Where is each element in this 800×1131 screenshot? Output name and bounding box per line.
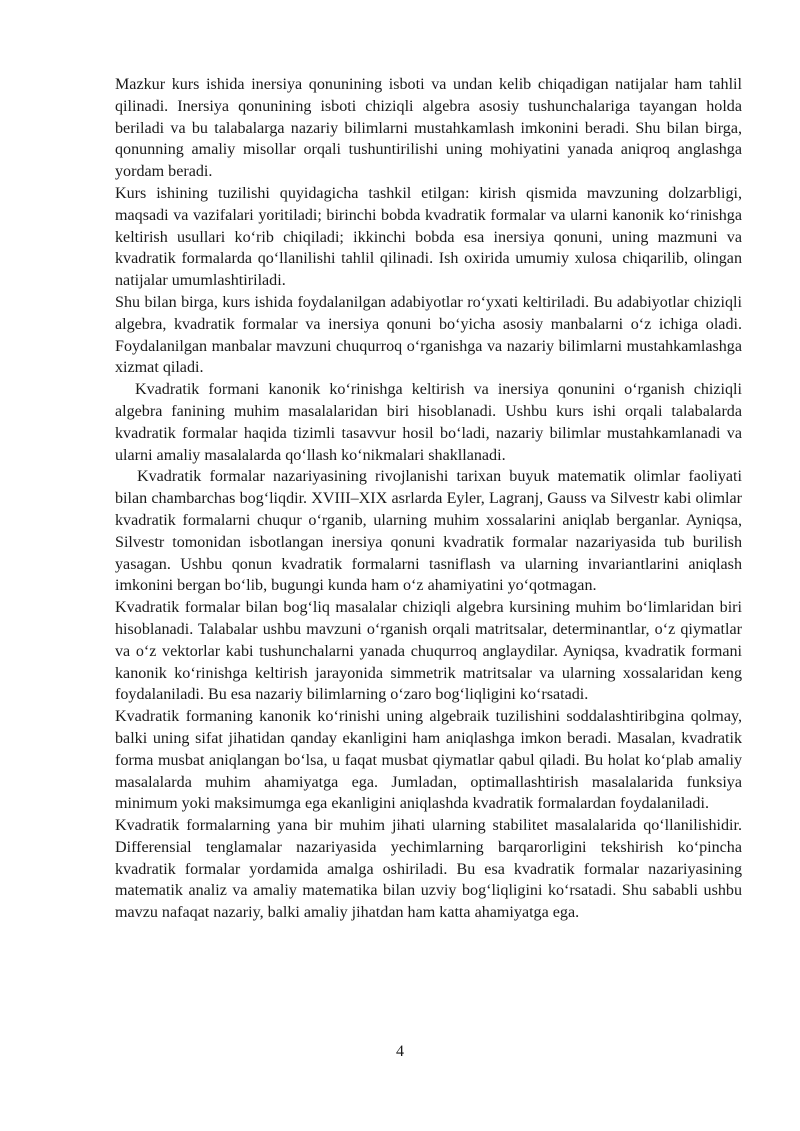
paragraph-8: Kvadratik formalarning yana bir muhim jihati ularning stabilitet masalalarida qoʻllanilishidir. Differensial tenglamalar nazariyasida yechimlarning barqarorligini tekshirish koʻpincha kvadratik formalar yordamida amalga oshiriladi. Bu esa kvadratik formalar nazariyasining matematik analiz va amaliy matematika bilan uzviy bogʻliqligini koʻrsatadi. Shu sababli ushbu mavzu nafaqat nazariy, balki amaliy jihatdan ham katta ahamiyatga ega. (115, 817, 742, 922)
paragraph-4: Kvadratik formani kanonik koʻrinishga keltirish va inersiya qonunini oʻrganish chiziqli algebra fanining muhim masalalaridan biri hisoblanadi. Ushbu kurs ishi orqali talabalarda kvadratik formalar haqida tizimli tasavvur hosil boʻladi, nazariy bilimlar mustahkamlanadi va ularni amaliy masalalarda qoʻllash koʻnikmalari shakllanadi. (115, 381, 742, 464)
paragraph-7: Kvadratik formaning kanonik koʻrinishi uning algebraik tuzilishini soddalashtiribgina qolmay, balki uning sifat jihatidan qanday ekanligini ham aniqlashga imkon beradi. Masalan, kvadratik forma musbat aniqlangan boʻlsa, u faqat musbat qiymatlar qabul qiladi. Bu holat koʻplab amaliy masalalarda muhim ahamiyatga ega. Jumladan, optimallashtirish masalalarida funksiya minimum yoki maksimumga ega ekanligini aniqlashda kvadratik formalardan foydalaniladi. (115, 708, 742, 813)
paragraph-2: Kurs ishining tuzilishi quyidagicha tashkil etilgan: kirish qismida mavzuning dolzarbligi, maqsadi va vazifalari yoritiladi; birinchi bobda kvadratik formalar va ularni kanonik koʻrinishga keltirish usullari koʻrib chiqiladi; ikkinchi bobda esa inersiya qonuni, uning mazmuni va kvadratik formalarda qoʻllanilishi tahlil qilinadi. Ish oxirida umumiy xulosa chiqarilib, olingan natijalar umumlashtiriladi. (115, 184, 742, 290)
document-body (115, 74, 742, 924)
paragraph-6: Kvadratik formalar bilan bogʻliq masalalar chiziqli algebra kursining muhim boʻlimlaridan biri hisoblanadi. Talabalar ushbu mavzuni oʻrganish orqali matritsalar, determinantlar, oʻz qiymatlar va oʻz vektorlar kabi tushunchalarni yanada chuqurroq anglaydilar. Ayniqsa, kvadratik formani kanonik koʻrinishga keltirish jarayonida simmetrik matritsalar va ularning xossalaridan keng foydalaniladi. Bu esa nazariy bilimlarning oʻzaro bogʻliqligini koʻrsatadi. (115, 599, 742, 704)
paragraph-3: Shu bilan birga, kurs ishida foydalanilgan adabiyotlar roʻyxati keltiriladi. Bu adabiyotlar chiziqli algebra, kvadratik formalar va inersiya qonuni boʻyicha asosiy manbalarni oʻz ichiga oladi. Foydalanilgan manbalar mavzuni chuqurroq oʻrganishga va nazariy bilimlarni mustahkamlashga xizmat qiladi. (115, 293, 742, 377)
paragraph-1: Mazkur kurs ishida inersiya qonunining isboti va undan kelib chiqadigan natijalar ham tahlil qilinadi. Inersiya qonunining isboti chiziqli algebra asosiy tushunchalariga tayangan holda beriladi va bu talabalarga nazariy bilimlarni mustahkamlash imkonini beradi. Shu bilan birga, qonunning amaliy misollar orqali tushuntirilishi uning mohiyatini yanada aniqroq anglashga yordam beradi. (115, 76, 742, 181)
paragraph-5: Kvadratik formalar nazariyasining rivojlanishi tarixan buyuk matematik olimlar faoliyati bilan chambarchas bogʻliqdir. XVIII–XIX asrlarda Eyler, Lagranj, Gauss va Silvestr kabi olimlar kvadratik formalarni chuqur oʻrganib, ularning muhim xossalarini aniqlab berganlar. Ayniqsa, Silvestr tomonidan isbotlangan inersiya qonuni kvadratik formalar nazariyasida tub burilish yasagan. Ushbu qonun kvadratik formalarni tasniflash va ularning invariantlarini aniqlash imkonini bergan boʻlib, bugungi kunda ham oʻz ahamiyatini yoʻqotmagan. (115, 468, 742, 595)
page-number: 4 (396, 1043, 404, 1060)
